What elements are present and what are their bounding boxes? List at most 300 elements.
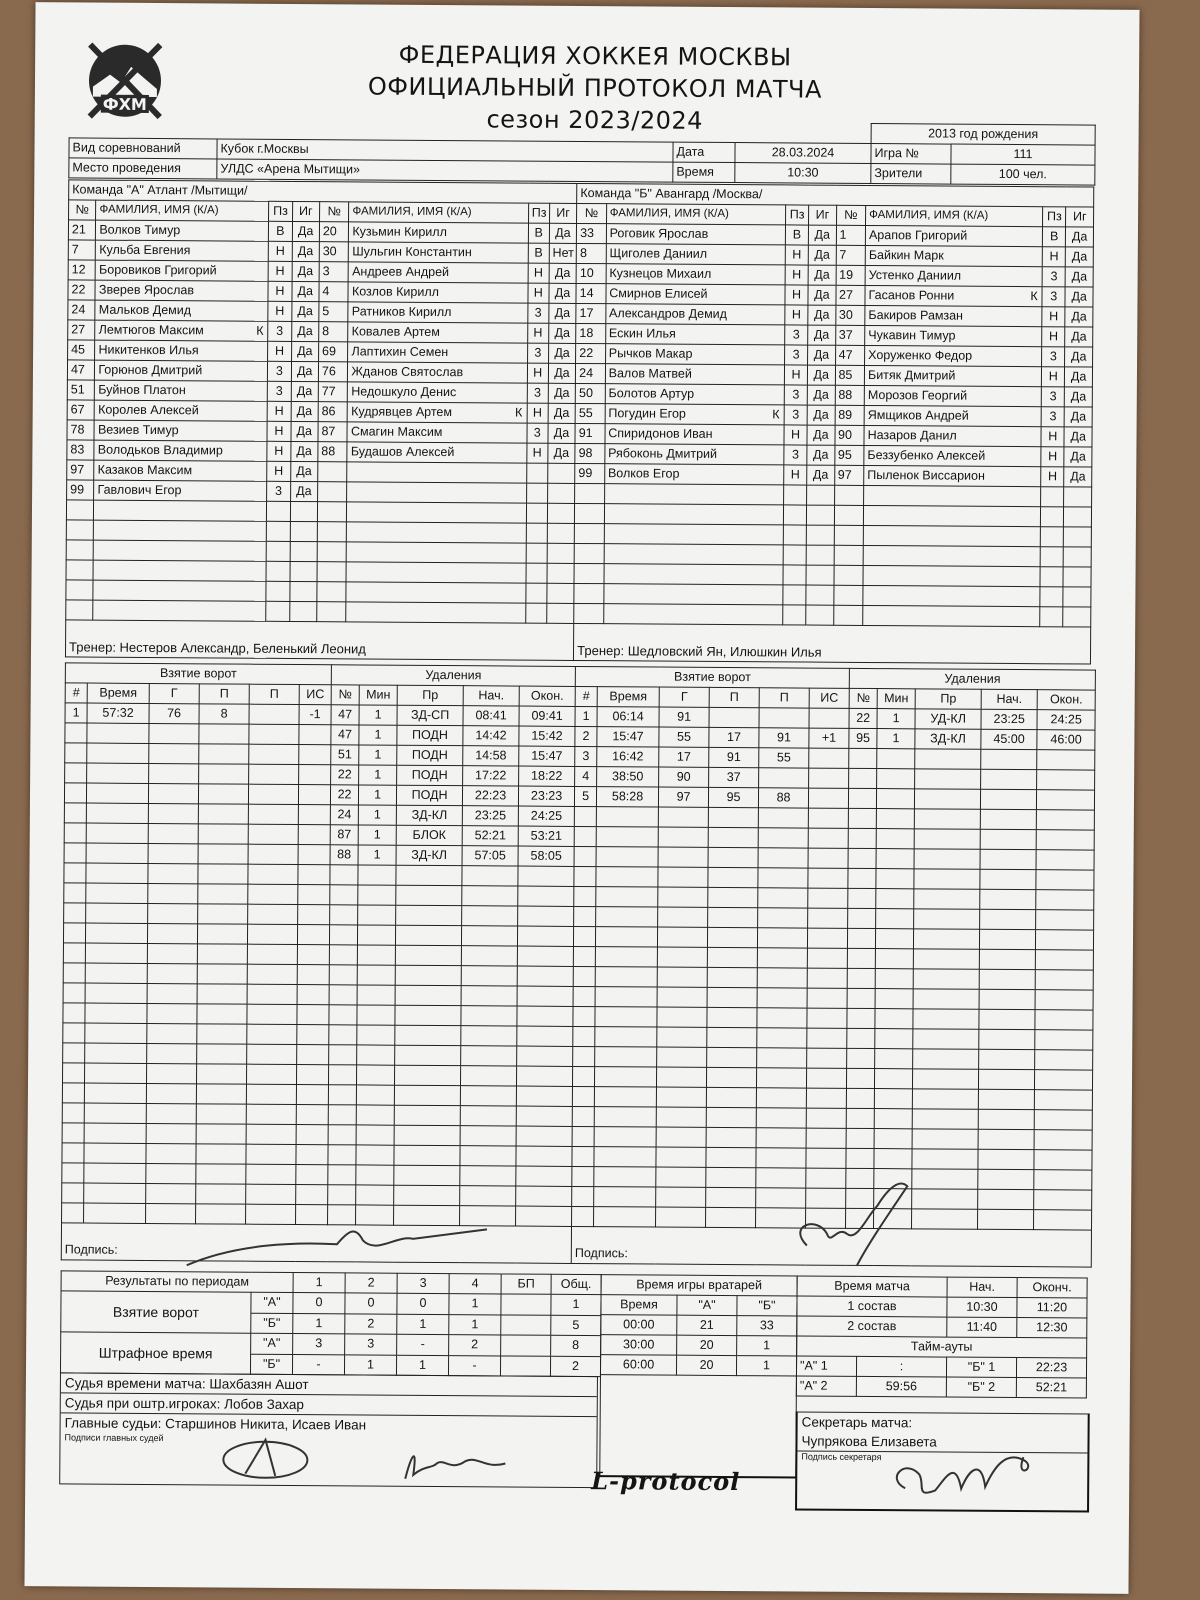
goal-b-cell bbox=[706, 1107, 756, 1127]
goal-a-cell bbox=[299, 725, 331, 745]
goal-a-cell bbox=[86, 783, 148, 803]
goal-b-cell bbox=[656, 1167, 706, 1187]
penalty-b-cell bbox=[1035, 1030, 1093, 1050]
goal-b-cell bbox=[808, 928, 848, 948]
player-number: 4 bbox=[319, 282, 349, 302]
goal-b-cell bbox=[656, 1107, 706, 1127]
results-title: Результаты по периодам bbox=[61, 1271, 293, 1293]
player-number: 88 bbox=[835, 385, 865, 405]
penalty-a-cell bbox=[356, 1145, 394, 1165]
player-position: Н bbox=[528, 283, 549, 303]
player-played bbox=[807, 505, 835, 525]
player-number bbox=[575, 483, 605, 503]
goal-a-cell bbox=[64, 903, 86, 923]
player-position: 3 bbox=[784, 405, 807, 425]
penalty-a-cell bbox=[517, 1026, 573, 1046]
goal-b-cell bbox=[574, 886, 596, 906]
goal-a-cell bbox=[297, 985, 329, 1005]
player-number: 3 bbox=[319, 262, 349, 282]
player-number bbox=[833, 605, 863, 625]
penalty-b-cell bbox=[913, 949, 979, 969]
player-position bbox=[1041, 487, 1064, 507]
penalty-b-cell bbox=[875, 1069, 913, 1089]
player-played bbox=[1063, 607, 1091, 627]
player-number: 17 bbox=[576, 303, 606, 323]
player-played bbox=[547, 583, 575, 603]
penalty-b-cell bbox=[978, 1169, 1034, 1189]
player-played: Да bbox=[290, 441, 318, 461]
goal-a-cell bbox=[87, 723, 149, 743]
signature-b bbox=[787, 1175, 928, 1276]
player-number: 10 bbox=[576, 263, 606, 283]
player-played: Да bbox=[808, 365, 836, 385]
player-position: 3 bbox=[1041, 407, 1064, 427]
player-name bbox=[346, 562, 525, 583]
penalty-a-cell bbox=[358, 865, 396, 885]
penalty-a-cell: 1 bbox=[358, 845, 396, 865]
penalty-a-cell bbox=[356, 1125, 394, 1145]
goal-a-cell bbox=[197, 984, 247, 1004]
penalty-b-cell bbox=[1037, 770, 1095, 790]
goal-a-cell bbox=[63, 1003, 85, 1023]
player-name-text: Погудин Егор bbox=[608, 406, 686, 421]
penalty-b-cell: 1 bbox=[877, 729, 915, 749]
player-played: Да bbox=[1065, 267, 1093, 287]
goal-b-cell bbox=[574, 826, 596, 846]
penalty-b-cell: 1 bbox=[877, 709, 915, 729]
player-name bbox=[604, 564, 783, 585]
goal-b-cell bbox=[708, 827, 758, 847]
player-name bbox=[349, 222, 528, 243]
player-position: Н bbox=[785, 285, 808, 305]
player-played: Да bbox=[548, 363, 576, 383]
player-name bbox=[864, 465, 1041, 486]
goal-a-cell bbox=[87, 743, 149, 763]
goal-b-cell bbox=[806, 1088, 846, 1108]
goal-a-cell bbox=[65, 743, 87, 763]
player-played: Да bbox=[1064, 447, 1092, 467]
player-number bbox=[317, 602, 347, 622]
player-position bbox=[526, 583, 547, 603]
player-position: 3 bbox=[784, 385, 807, 405]
player-played: Нет bbox=[549, 243, 577, 263]
penalty-b-cell bbox=[1035, 990, 1093, 1010]
goal-a-cell bbox=[198, 844, 248, 864]
penalty-a-cell bbox=[517, 1066, 573, 1086]
goal-a-cell bbox=[86, 863, 148, 883]
player-number bbox=[834, 565, 864, 585]
player-position bbox=[266, 541, 289, 561]
goal-a-cell bbox=[147, 983, 197, 1003]
goal-b-cell bbox=[596, 927, 658, 947]
goal-b-cell bbox=[706, 1147, 756, 1167]
roster-head-name: ФАМИЛИЯ, ИМЯ (К/А) bbox=[349, 202, 528, 223]
player-number: 50 bbox=[575, 383, 605, 403]
penalty-a-cell bbox=[395, 965, 461, 985]
goal-a-cell bbox=[148, 823, 198, 843]
player-played: Да bbox=[1065, 327, 1093, 347]
penalty-b-cell bbox=[1035, 1070, 1093, 1090]
player-name bbox=[606, 304, 785, 325]
goal-b-cell: 17 bbox=[709, 727, 759, 747]
penalty-a-cell bbox=[516, 1146, 572, 1166]
goal-b-cell: 95 bbox=[709, 787, 759, 807]
player-number bbox=[66, 540, 94, 560]
roster-head-num: № bbox=[319, 202, 349, 222]
penalty-a-cell bbox=[356, 1085, 394, 1105]
penalty-a-cell bbox=[461, 986, 517, 1006]
goal-a-cell bbox=[148, 903, 198, 923]
goal-a-cell bbox=[147, 943, 197, 963]
player-name-text: Везиев Тимур bbox=[97, 422, 179, 438]
goal-b-cell bbox=[708, 847, 758, 867]
player-position bbox=[783, 585, 806, 605]
roster-head-name: ФАМИЛИЯ, ИМЯ (К/А) bbox=[96, 200, 269, 221]
player-played: Да bbox=[807, 405, 835, 425]
goal-b-cell bbox=[596, 807, 658, 827]
title-protocol: ОФИЦИАЛЬНЫЙ ПРОТОКОЛ МАТЧА bbox=[367, 72, 823, 104]
player-played: Да bbox=[1065, 367, 1093, 387]
goal-b-cell bbox=[706, 1127, 756, 1147]
player-played bbox=[290, 541, 318, 561]
player-name bbox=[96, 220, 269, 241]
player-number bbox=[66, 500, 94, 520]
player-position: Н bbox=[267, 461, 290, 481]
event-col-header: ИС bbox=[809, 688, 849, 708]
player-position: Н bbox=[1042, 307, 1065, 327]
player-position bbox=[526, 503, 547, 523]
pen-a-title: Удаления bbox=[331, 665, 575, 687]
player-number bbox=[317, 522, 347, 542]
goal-a-cell bbox=[296, 1065, 328, 1085]
penalty-a-cell bbox=[395, 1005, 461, 1025]
player-position: 3 bbox=[785, 325, 808, 345]
penalty-a-cell bbox=[329, 965, 357, 985]
penalty-b-cell bbox=[1036, 890, 1094, 910]
goal-b-cell bbox=[657, 947, 707, 967]
player-position: В bbox=[528, 243, 549, 263]
roster-head-played: Иг bbox=[549, 203, 577, 223]
player-name-text: Никитенков Илья bbox=[98, 342, 199, 358]
penalty-a-cell bbox=[329, 1005, 357, 1025]
player-number bbox=[574, 603, 604, 623]
penalty-b-cell bbox=[914, 909, 980, 929]
player-position bbox=[1040, 527, 1063, 547]
goal-b-cell bbox=[757, 988, 807, 1008]
goals-b-title: Взятие ворот bbox=[575, 666, 849, 688]
player-name bbox=[347, 422, 526, 443]
goal-b-cell bbox=[706, 1207, 756, 1227]
goal-a-cell bbox=[146, 1083, 196, 1103]
penalty-b-cell bbox=[1034, 1130, 1092, 1150]
goal-b-cell bbox=[807, 1028, 847, 1048]
player-played bbox=[806, 585, 834, 605]
player-name-text: Волков Тимур bbox=[99, 222, 181, 238]
goal-b-cell: 91 bbox=[709, 747, 759, 767]
player-position bbox=[526, 523, 547, 543]
player-number: 47 bbox=[67, 360, 95, 380]
player-position: Н bbox=[1042, 247, 1065, 267]
player-number: 20 bbox=[319, 222, 349, 242]
player-played: Да bbox=[291, 401, 319, 421]
penalty-a-cell: ПОДН bbox=[397, 785, 463, 805]
goal-b-cell bbox=[807, 1048, 847, 1068]
player-number: 27 bbox=[68, 320, 96, 340]
penalty-a-cell: 15:42 bbox=[519, 726, 575, 746]
penalty-a-cell bbox=[328, 1185, 356, 1205]
player-played: Да bbox=[548, 323, 576, 343]
player-number: 24 bbox=[576, 363, 606, 383]
date-value: 28.03.2024 bbox=[735, 143, 871, 164]
captain-mark: К bbox=[772, 407, 780, 422]
events-table bbox=[61, 662, 1096, 1267]
penalty-b-cell bbox=[848, 828, 876, 848]
event-col-header: # bbox=[575, 686, 597, 706]
player-played: Да bbox=[290, 421, 318, 441]
player-name bbox=[604, 524, 783, 545]
player-name bbox=[865, 305, 1042, 326]
penalty-a-cell bbox=[330, 905, 358, 925]
goal-a-cell bbox=[249, 744, 299, 764]
penalty-b-cell bbox=[848, 868, 876, 888]
penalty-b-cell bbox=[877, 769, 915, 789]
goal-a-cell bbox=[85, 1003, 147, 1023]
event-col-header: Г bbox=[149, 683, 199, 703]
penalty-a-cell bbox=[517, 946, 573, 966]
player-position: Н bbox=[1042, 367, 1065, 387]
goal-a-cell bbox=[247, 1024, 297, 1044]
player-name bbox=[94, 440, 267, 461]
player-name bbox=[348, 402, 527, 423]
goal-a-cell bbox=[296, 1105, 328, 1125]
penalty-a-cell bbox=[396, 925, 462, 945]
penalty-b-cell: УД-КЛ bbox=[915, 709, 981, 729]
player-position: Н bbox=[1042, 327, 1065, 347]
player-name-text: Жданов Святослав bbox=[351, 364, 464, 380]
goal-a-cell bbox=[84, 1163, 146, 1183]
player-name-text: Спиридонов Иван bbox=[608, 426, 713, 441]
player-played bbox=[1064, 487, 1092, 507]
birth-year: 2013 год рождения bbox=[871, 124, 1095, 146]
title-federation: ФЕДЕРАЦИЯ ХОККЕЯ МОСКВЫ bbox=[398, 40, 792, 72]
goal-a-cell bbox=[84, 1103, 146, 1123]
penalty-a-cell bbox=[461, 966, 517, 986]
penalty-a-cell bbox=[357, 1005, 395, 1025]
player-number: 51 bbox=[67, 380, 95, 400]
team-a-coach: Тренер: Нестеров Александр, Беленький Леонид bbox=[65, 620, 573, 661]
penalty-b-cell bbox=[912, 1129, 978, 1149]
goal-a-cell bbox=[296, 1185, 328, 1205]
goal-a-cell bbox=[146, 1063, 196, 1083]
pen-b-title: Удаления bbox=[849, 668, 1095, 690]
penalty-b-cell bbox=[980, 929, 1036, 949]
roster-head-pos: Пз bbox=[785, 205, 808, 225]
goal-a-cell bbox=[84, 1083, 146, 1103]
penalty-a-cell: 47 bbox=[331, 705, 359, 725]
penalty-b-cell: 23:25 bbox=[981, 709, 1037, 729]
penalty-a-cell bbox=[396, 905, 462, 925]
penalty-b-cell bbox=[875, 969, 913, 989]
penalty-a-cell bbox=[328, 1105, 356, 1125]
player-played: Да bbox=[807, 385, 835, 405]
goal-b-cell bbox=[572, 1186, 594, 1206]
penalty-b-cell bbox=[876, 809, 914, 829]
penalty-a-cell bbox=[461, 1026, 517, 1046]
penalty-b-cell bbox=[875, 1009, 913, 1029]
player-position: В bbox=[269, 221, 292, 241]
goal-a-cell bbox=[63, 943, 85, 963]
player-name bbox=[95, 320, 268, 341]
player-position: 3 bbox=[1042, 347, 1065, 367]
player-name bbox=[604, 464, 783, 485]
penalty-a-cell bbox=[357, 1025, 395, 1045]
player-name bbox=[348, 362, 527, 383]
player-position: 3 bbox=[268, 361, 291, 381]
goal-b-cell bbox=[658, 807, 708, 827]
goal-a-cell bbox=[197, 964, 247, 984]
penalty-b-cell bbox=[1034, 1190, 1092, 1210]
event-col-header: П bbox=[199, 684, 249, 704]
player-position: Н bbox=[267, 421, 290, 441]
goal-b-cell bbox=[657, 1027, 707, 1047]
goal-a-cell bbox=[297, 1025, 329, 1045]
event-col-header: П bbox=[759, 688, 809, 708]
penalty-b-cell bbox=[980, 829, 1036, 849]
timeouts-title: Тайм-ауты bbox=[797, 1336, 1087, 1358]
player-name bbox=[865, 225, 1042, 246]
player-name-text: Пыленок Виссарион bbox=[867, 467, 985, 483]
penalty-b-cell bbox=[846, 1088, 874, 1108]
player-name bbox=[606, 284, 785, 305]
goal-b-cell bbox=[657, 987, 707, 1007]
penalty-a-cell: 24 bbox=[330, 805, 358, 825]
player-played: Да bbox=[808, 345, 836, 365]
penalty-a-cell bbox=[460, 1086, 516, 1106]
penalty-b-cell bbox=[979, 969, 1035, 989]
goal-b-cell bbox=[758, 868, 808, 888]
player-number: 99 bbox=[67, 480, 95, 500]
goal-b-cell bbox=[656, 1187, 706, 1207]
goal-b-cell: 91 bbox=[759, 728, 809, 748]
penalty-a-cell bbox=[460, 1186, 516, 1206]
penalty-a-cell bbox=[395, 945, 461, 965]
player-number: 24 bbox=[68, 300, 96, 320]
goal-a-cell bbox=[62, 1143, 84, 1163]
penalty-b-cell bbox=[875, 949, 913, 969]
player-name bbox=[93, 560, 266, 581]
goal-a-cell bbox=[149, 763, 199, 783]
player-position: 3 bbox=[784, 445, 807, 465]
player-played: Да bbox=[548, 423, 576, 443]
goal-b-cell bbox=[594, 1187, 656, 1207]
penalty-b-cell bbox=[846, 1128, 874, 1148]
goal-a-cell bbox=[298, 845, 330, 865]
player-name-text: Рычков Макар bbox=[608, 346, 693, 361]
goal-a-cell bbox=[246, 1104, 296, 1124]
player-position: 3 bbox=[784, 345, 807, 365]
goal-a-cell bbox=[148, 863, 198, 883]
player-position bbox=[1040, 607, 1063, 627]
goal-a-cell bbox=[146, 1183, 196, 1203]
penalty-a-cell: 15:47 bbox=[519, 746, 575, 766]
event-col-header: Время bbox=[597, 687, 659, 707]
penalty-a-cell bbox=[394, 1085, 460, 1105]
player-number bbox=[834, 485, 864, 505]
place-value: УЛДС «Арена Мытищи» bbox=[217, 159, 673, 182]
goal-b-cell bbox=[758, 908, 808, 928]
signature-a-label: Подпись: bbox=[61, 1223, 571, 1264]
penalty-b-cell bbox=[1034, 1090, 1092, 1110]
team-a-title: Команда "А" Атлант /Мытищи/ bbox=[69, 180, 577, 204]
goal-b-cell bbox=[574, 906, 596, 926]
player-name bbox=[347, 482, 526, 503]
goal-b-cell bbox=[596, 867, 658, 887]
penalty-a-cell bbox=[461, 1006, 517, 1026]
goal-b-cell bbox=[573, 1046, 595, 1066]
goal-a-cell bbox=[246, 1064, 296, 1084]
player-number: 88 bbox=[318, 442, 348, 462]
goal-a-cell bbox=[86, 903, 148, 923]
player-position: 3 bbox=[527, 383, 548, 403]
penalty-a-cell: ПОДН bbox=[397, 745, 463, 765]
goal-b-cell: 4 bbox=[575, 766, 597, 786]
goal-a-cell bbox=[247, 964, 297, 984]
player-name bbox=[606, 244, 785, 265]
penalty-b-cell bbox=[914, 849, 980, 869]
player-name bbox=[94, 500, 267, 521]
player-name-text: Ескин Илья bbox=[608, 326, 676, 341]
player-played: Да bbox=[1065, 287, 1093, 307]
player-position: Н bbox=[784, 425, 807, 445]
player-position bbox=[783, 505, 806, 525]
goal-a-cell bbox=[247, 984, 297, 1004]
player-played bbox=[806, 525, 834, 545]
player-position bbox=[267, 501, 290, 521]
goal-a-cell bbox=[199, 724, 249, 744]
goal-a-cell bbox=[86, 883, 148, 903]
goal-b-cell bbox=[707, 1007, 757, 1027]
penalty-b-cell bbox=[979, 949, 1035, 969]
roster-head-pos: Пз bbox=[528, 203, 549, 223]
goal-a-cell bbox=[64, 863, 86, 883]
goal-b-cell bbox=[808, 908, 848, 928]
goal-a-cell bbox=[246, 1144, 296, 1164]
goal-a-cell bbox=[297, 945, 329, 965]
penalty-a-cell: 1 bbox=[359, 705, 397, 725]
player-played bbox=[290, 561, 318, 581]
goal-a-cell bbox=[196, 1164, 246, 1184]
goal-b-cell bbox=[572, 1206, 594, 1226]
penalty-a-cell: 23:23 bbox=[519, 786, 575, 806]
penalty-a-cell bbox=[396, 865, 462, 885]
player-number: 7 bbox=[68, 240, 96, 260]
player-played: Да bbox=[808, 245, 836, 265]
results-pim-label: Штрафное время bbox=[60, 1332, 250, 1374]
player-name-text: Беззубенко Алексей bbox=[867, 447, 986, 463]
penalty-a-cell: ЗД-КЛ bbox=[396, 805, 462, 825]
player-position: Н bbox=[268, 301, 291, 321]
comp-label: Вид соревнований bbox=[69, 138, 217, 159]
penalty-a-cell bbox=[516, 1126, 572, 1146]
player-played bbox=[289, 601, 317, 621]
player-name-text: Ратников Кирилл bbox=[351, 304, 452, 320]
roster-head-num: № bbox=[577, 203, 607, 223]
goal-a-cell bbox=[63, 1043, 85, 1063]
player-name bbox=[605, 384, 784, 405]
player-name bbox=[863, 605, 1040, 626]
player-played: Да bbox=[808, 325, 836, 345]
player-name-text: Байкин Марк bbox=[868, 247, 944, 263]
